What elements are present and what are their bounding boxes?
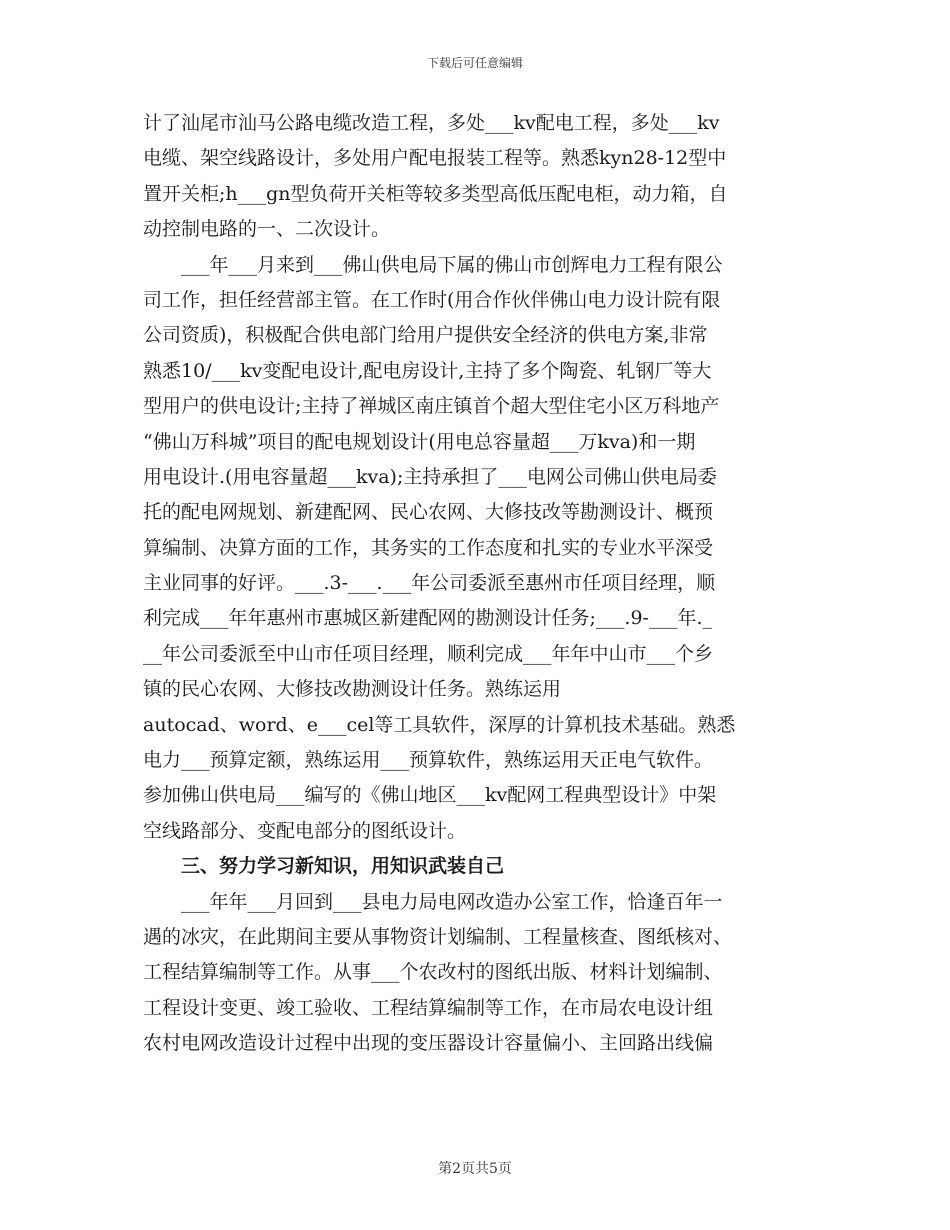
text-line: 参加佛山供电局___编写的《佛山地区___kv配网工程典型设计》中架 bbox=[143, 784, 717, 807]
text-line: 工程结算编制等工作。从事___个农改村的图纸出版、材料计划编制、 bbox=[143, 961, 723, 984]
text-line: 熟悉10/___kv变配电设计,配电房设计,主持了多个陶瓷、轧钢厂等大 bbox=[143, 359, 712, 382]
text-line: 托的配电网规划、新建配网、民心农网、大修技改等勘测设计、概预 bbox=[143, 501, 714, 524]
text-line: 动控制电路的一、二次设计。 bbox=[143, 218, 391, 241]
text-line: 农村电网改造设计过程中出现的变压器设计容量偏小、主回路出线偏 bbox=[143, 1032, 714, 1055]
text-line: ___年年___月回到___县电力局电网改造办公室工作，恰逢百年一 bbox=[181, 890, 723, 913]
text-line: 主业同事的好评。___.3-___.___年公司委派至惠州市任项目经理，顺 bbox=[143, 572, 716, 595]
text-line: 置开关柜;h___gn型负荷开关柜等较多类型高低压配电柜，动力箱，自 bbox=[143, 182, 728, 205]
text-line: 工程设计变更、竣工验收、工程结算编制等工作，在市局农电设计组 bbox=[143, 996, 714, 1019]
text-line: autocad、word、e___cel等工具软件，深厚的计算机技术基础。熟悉 bbox=[143, 713, 736, 736]
document-body bbox=[143, 106, 818, 1062]
page-header: 下载后可任意编辑 bbox=[426, 56, 523, 70]
text-line: “佛山万科城”项目的配电规划设计(用电总容量超___万kva)和一期 bbox=[143, 430, 696, 453]
text-line: 空线路部分、变配电部分的图纸设计。 bbox=[143, 819, 467, 842]
text-line: 型用户的供电设计;主持了禅城区南庄镇首个超大型住宅小区万科地产 bbox=[143, 395, 720, 418]
text-line: 用电设计.(用电容量超___kva);主持承担了___电网公司佛山供电局委 bbox=[143, 465, 717, 488]
text-line: 算编制、决算方面的工作，其务实的工作态度和扎实的专业水平深受 bbox=[143, 536, 714, 559]
text-line: 利完成___年年惠州市惠城区新建配网的勘测设计任务;___.9-___年._ bbox=[143, 607, 712, 630]
section-heading: 三、努力学习新知识，用知识武装自己 bbox=[181, 855, 505, 878]
text-line: 司工作，担任经营部主管。在工作时(用合作伙伴佛山电力设计院有限 bbox=[143, 288, 721, 311]
text-line: 遇的冰灾，在此期间主要从事物资计划编制、工程量核查、图纸核对、 bbox=[143, 925, 733, 948]
text-line: __年公司委派至中山市任项目经理，顺利完成___年年中山市___个乡 bbox=[143, 642, 714, 665]
text-line: 公司资质)，积极配合供电部门给用户提供安全经济的供电方案,非常 bbox=[143, 324, 708, 347]
text-line: 电缆、架空线路设计，多处用户配电报装工程等。熟悉kyn28-12型中 bbox=[143, 147, 727, 170]
text-line: 镇的民心农网、大修技改勘测设计任务。熟练运用 bbox=[143, 678, 562, 701]
page-footer: 第2页共5页 bbox=[438, 1161, 512, 1177]
text-line: 电力___预算定额，熟练运用___预算软件，熟练运用天正电气软件。 bbox=[143, 749, 714, 772]
text-line: 计了汕尾市汕马公路电缆改造工程，多处___kv配电工程，多处___kv bbox=[143, 112, 720, 134]
text-line: ___年___月来到___佛山供电局下属的佛山市创辉电力工程有限公 bbox=[181, 253, 723, 276]
